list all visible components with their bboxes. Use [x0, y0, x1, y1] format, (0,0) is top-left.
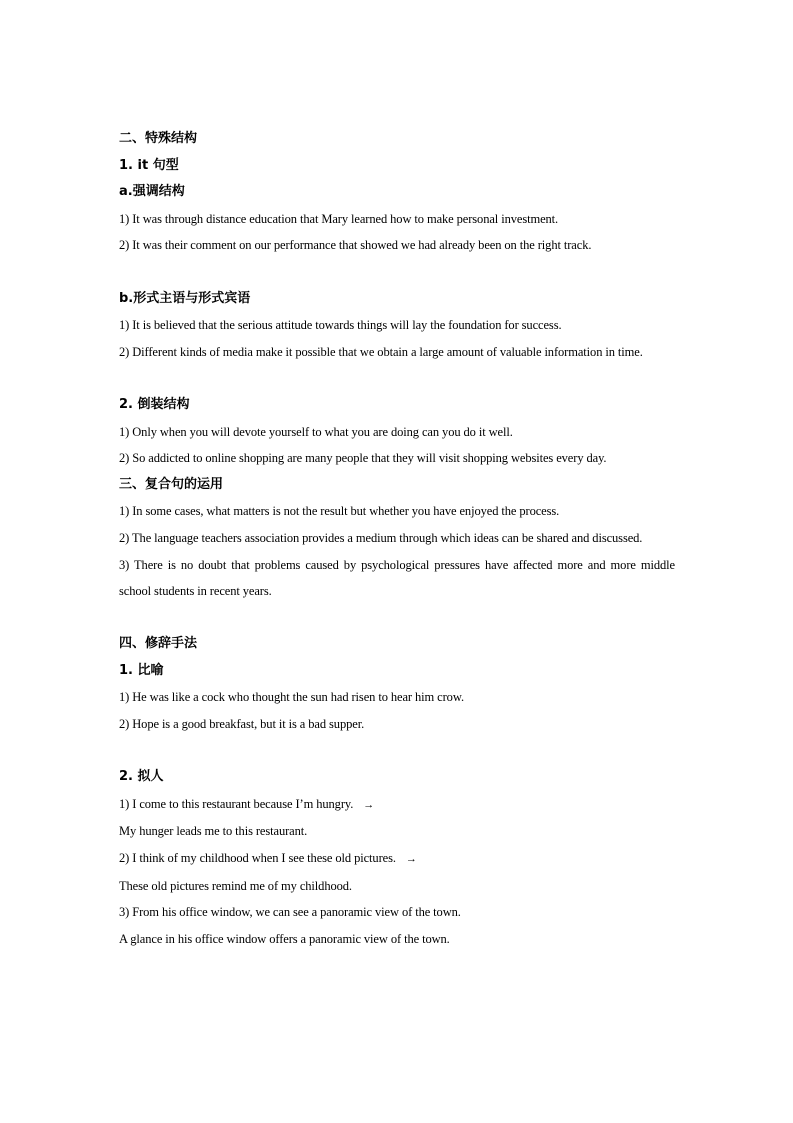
- example-sentence-original: [119, 791, 675, 819]
- section-heading-rhetoric: 四、修辞手法: [119, 636, 198, 652]
- example-sentence: 2) Hope is a good breakfast, but it is a bad supper.: [119, 717, 365, 732]
- subheading-inversion: 2. 倒装结构: [119, 396, 190, 412]
- example-sentence-rewrite: A glance in his office window offers a panoramic view of the town.: [119, 931, 450, 946]
- spacer: [119, 259, 675, 286]
- example-sentence-rewrite: My hunger leads me to this restaurant.: [119, 824, 308, 839]
- example-sentence: 2) The language teachers association provides a medium through which ideas can be shared and discussed.: [119, 530, 643, 545]
- example-sentence: 1) Only when you will devote yourself to what you are doing can you do it well.: [119, 424, 513, 439]
- subheading-personification: 2. 拟人: [119, 769, 164, 785]
- example-sentence: 1) In some cases, what matters is not the result but whether you have enjoyed the process.: [119, 504, 560, 519]
- example-sentence: 3) There is no doubt that problems caused by psychological pressures have affected more and more middle school students in recent years.: [119, 557, 675, 599]
- example-sentence: 1) It is believed that the serious attitude towards things will lay the foundation for success.: [119, 318, 562, 333]
- subheading-simile: 1. 比喻: [119, 662, 164, 678]
- example-sentence-rewrite: These old pictures remind me of my childhood.: [119, 878, 352, 893]
- example-sentence-original: [119, 845, 675, 873]
- arrow-right-icon: →: [405, 853, 417, 866]
- original-text: 1) I come to this restaurant because I’m hungry.: [119, 796, 354, 811]
- example-sentence: 2) It was their comment on our performance that showed we had already been on the right track.: [119, 238, 592, 253]
- document-page: [119, 126, 675, 952]
- section-heading-compound-sentences: 三、复合句的运用: [119, 476, 224, 492]
- section-heading-special-structures: 二、特殊结构: [119, 131, 198, 146]
- example-sentence-original: 3) From his office window, we can see a panoramic view of the town.: [119, 905, 461, 920]
- subheading-emphatic-structure: a.强调结构: [119, 184, 185, 200]
- example-sentence: 2) Different kinds of media make it possible that we obtain a large amount of valuable information in time.: [119, 344, 643, 359]
- example-sentence: 1) It was through distance education that Mary learned how to make personal investment.: [119, 211, 559, 226]
- subheading-it-pattern: 1. it 句型: [119, 157, 179, 173]
- arrow-right-icon: →: [363, 798, 375, 811]
- spacer: [119, 365, 675, 392]
- spacer: [119, 738, 675, 765]
- example-sentence: 2) So addicted to online shopping are many people that they will visit shopping websites every day.: [119, 451, 607, 466]
- original-text: 2) I think of my childhood when I see these old pictures.: [119, 851, 396, 866]
- spacer: [119, 605, 675, 632]
- example-sentence: 1) He was like a cock who thought the sun had risen to hear him crow.: [119, 690, 464, 705]
- subheading-formal-subject-object: b.形式主语与形式宾语: [119, 290, 251, 306]
